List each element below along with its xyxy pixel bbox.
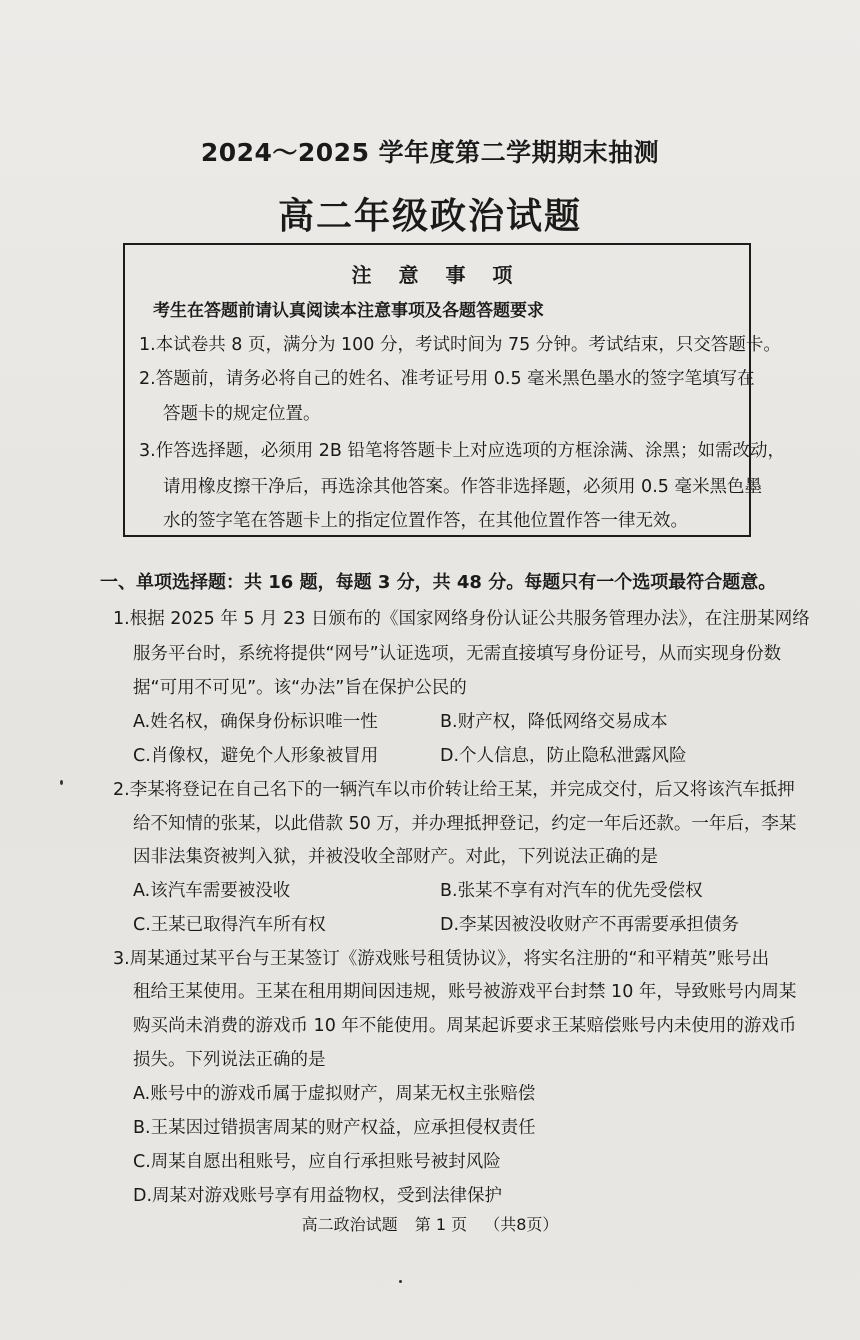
notice-item-2: 2.答题前，请务必将自己的姓名、准考证号用 0.5 毫米黑色墨水的签字笔填写在	[139, 369, 755, 389]
page-footer	[0, 1212, 860, 1235]
question-2-option-d: D.李某因被没收财产不再需要承担债务	[440, 915, 740, 935]
question-2-stem-line-3: 因非法集资被判入狱，并被没收全部财产。对此，下列说法正确的是	[133, 847, 658, 867]
question-3-option-c: C.周某自愿出租账号，应自行承担账号被封风险	[133, 1152, 501, 1172]
question-3-stem-line-2: 租给王某使用。王某在租用期间因违规，账号被游戏平台封禁 10 年，导致账号内周某	[133, 982, 797, 1002]
notice-heading: 注 意 事 项	[351, 263, 523, 287]
notice-intro: 考生在答题前请认真阅读本注意事项及各题答题要求	[153, 301, 544, 321]
scan-speck	[399, 1280, 402, 1283]
question-3-option-d: D.周某对游戏账号享有用益物权，受到法律保护	[133, 1186, 503, 1206]
notice-item-2-cont: 答题卡的规定位置。	[163, 404, 321, 424]
question-2-stem-line-1: 2.李某将登记在自己名下的一辆汽车以市价转让给王某，并完成交付，后又将该汽车抵押	[113, 780, 795, 800]
question-1-option-d: D.个人信息，防止隐私泄露风险	[440, 746, 687, 766]
scan-speck	[60, 780, 63, 785]
question-1-stem-line-1: 1.根据 2025 年 5 月 23 日颁布的《国家网络身份认证公共服务管理办法》，在注册某网络	[113, 609, 810, 629]
footer-page-total: （共8页）	[484, 1215, 559, 1234]
question-3-stem-line-3: 购买尚未消费的游戏币 10 年不能使用。周某起诉要求王某赔偿账号内未使用的游戏币	[133, 1016, 797, 1036]
notice-item-3-cont-1: 请用橡皮擦干净后，再选涂其他答案。作答非选择题，必须用 0.5 毫米黑色墨	[163, 477, 762, 497]
footer-page-number: 第 1 页	[414, 1215, 468, 1234]
question-1-option-c: C.肖像权，避免个人形象被冒用	[133, 746, 379, 766]
question-2-option-c: C.王某已取得汽车所有权	[133, 915, 326, 935]
question-2-option-b: B.张某不享有对汽车的优先受偿权	[440, 881, 703, 901]
question-1-option-b: B.财产权，降低网络交易成本	[440, 712, 668, 732]
question-3-stem-line-4: 损失。下列说法正确的是	[133, 1050, 326, 1070]
question-1-option-a: A.姓名权，确保身份标识唯一性	[133, 712, 378, 732]
question-2-option-a: A.该汽车需要被没收	[133, 881, 291, 901]
question-2-stem-line-2: 给不知情的张某，以此借款 50 万，并办理抵押登记，约定一年后还款。一年后，李某	[133, 814, 797, 834]
notice-item-3-cont-2: 水的签字笔在答题卡上的指定位置作答，在其他位置作答一律无效。	[163, 511, 688, 531]
exam-subject-title: 高二年级政治试题	[277, 196, 582, 237]
notice-item-1: 1.本试卷共 8 页，满分为 100 分，考试时间为 75 分钟。考试结束，只交答题卡。	[139, 335, 781, 355]
question-1-stem-line-3: 据“可用不可见”。该“办法”旨在保护公民的	[133, 678, 467, 698]
notice-item-3: 3.作答选择题，必须用 2B 铅笔将答题卡上对应选项的方框涂满、涂黑；如需改动，	[139, 441, 785, 461]
question-3-option-a: A.账号中的游戏币属于虚拟财产，周某无权主张赔偿	[133, 1084, 536, 1104]
exam-title: 2024～2025 学年度第二学期期末抽测	[200, 138, 660, 167]
footer-subject: 高二政治试题	[301, 1215, 398, 1234]
question-3-stem-line-1: 3.周某通过某平台与王某签订《游戏账号租赁协议》，将实名注册的“和平精英”账号出	[113, 949, 770, 969]
question-1-stem-line-2: 服务平台时，系统将提供“网号”认证选项，无需直接填写身份证号，从而实现身份数	[133, 644, 782, 664]
notice-box	[123, 243, 785, 537]
question-3-option-b: B.王某因过错损害周某的财产权益，应承担侵权责任	[133, 1118, 536, 1138]
section-heading: 一、单项选择题：共 16 题，每题 3 分，共 48 分。每题只有一个选项最符合题意。	[100, 572, 777, 593]
